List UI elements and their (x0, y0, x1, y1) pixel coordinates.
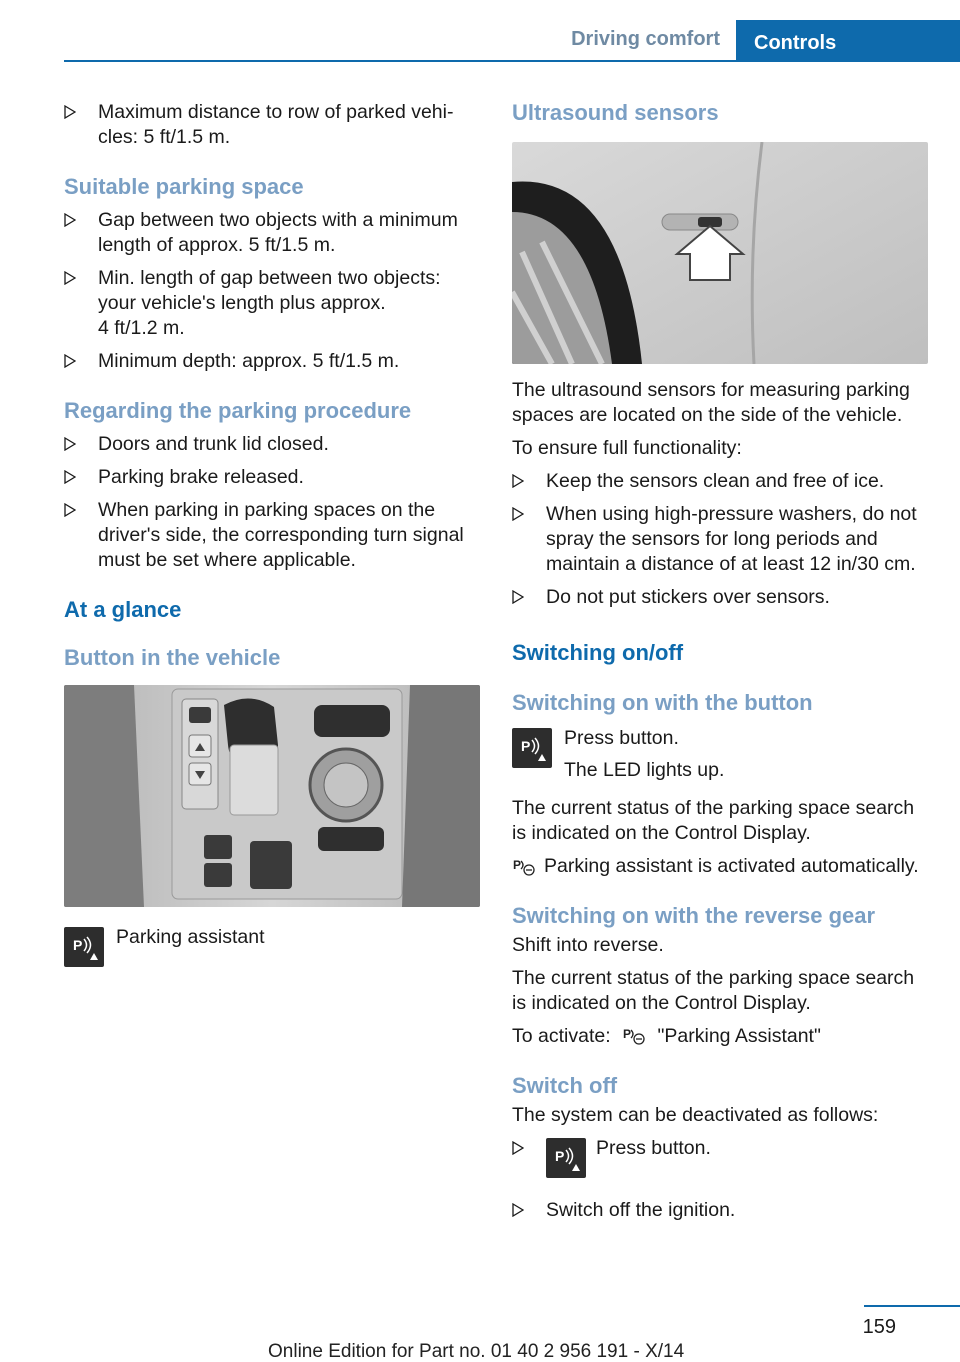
button-on-heading: Switching on with the button (512, 690, 813, 715)
procedure-heading: Regarding the parking procedure (64, 398, 412, 423)
right-column (512, 100, 928, 1231)
sensors-text: The ultrasound sensors for measuring parking spaces are located on the side of the vehicle. (512, 379, 910, 426)
caption-text: Parking assistant (116, 926, 265, 948)
press-button-row (512, 726, 928, 790)
left-column (64, 100, 480, 985)
activate-value: "Parking Assistant" (657, 1025, 821, 1047)
list-item (64, 349, 480, 374)
ensure-text: To ensure full functionality: (512, 437, 742, 459)
page-header (64, 0, 960, 62)
list-item (64, 432, 480, 457)
bullet-triangle-icon (64, 271, 76, 285)
parking-assistant-button-icon (64, 927, 104, 967)
svg-text:P: P (623, 1027, 632, 1041)
activate-label: To activate: (512, 1025, 611, 1047)
list-item (64, 498, 480, 573)
reverse-status-text: The current status of the parking space search is indicated on the Control Display. (512, 967, 915, 1014)
caption-row (64, 925, 480, 985)
bullet-triangle-icon (512, 1141, 524, 1155)
list-item-text: Press button. (596, 1137, 711, 1159)
bullet-triangle-icon (64, 503, 76, 517)
list-item (64, 266, 480, 341)
header-section: Driving comfort (571, 28, 720, 50)
list-item (64, 208, 480, 258)
list-item (512, 469, 928, 494)
list-item-text: Parking brake released. (98, 466, 304, 488)
glance-heading: At a glance (64, 597, 182, 622)
press-button-text: Press button. (564, 727, 679, 749)
page-number: 159 (862, 1316, 896, 1338)
bullet-triangle-icon (512, 507, 524, 521)
switch-off-heading: Switch off (512, 1073, 618, 1098)
activate-row (512, 1024, 928, 1049)
bullet-triangle-icon (64, 437, 76, 451)
parking-assistant-button-icon (546, 1138, 586, 1178)
svg-text:P: P (555, 1148, 565, 1164)
bullet-triangle-icon (64, 105, 76, 119)
led-text: The LED lights up. (564, 759, 725, 781)
switch-off-intro: The system can be deactivated as follows: (512, 1104, 879, 1126)
list-item-text: When parking in parking spaces on the driver's side, the corresponding turn signal must be set where applicable. (98, 499, 464, 571)
svg-text:P: P (521, 738, 531, 754)
list-item (512, 1198, 928, 1223)
bullet-triangle-icon (512, 474, 524, 488)
sensor-photo (512, 142, 928, 364)
bullet-triangle-icon (64, 213, 76, 227)
parking-assistant-symbol-icon (512, 855, 536, 877)
parking-assistant-button-icon (512, 728, 552, 768)
list-item (512, 1136, 928, 1190)
list-item-text: Gap between two objects with a minimum length of approx. 5 ft/1.5 m. (98, 209, 458, 256)
list-item (512, 502, 928, 577)
list-item-text: Doors and trunk lid closed. (98, 433, 329, 455)
auto-activate-text: Parking assistant is activated automatically. (544, 855, 919, 877)
list-item-text: Minimum depth: approx. 5 ft/1.5 m. (98, 350, 400, 372)
list-item (512, 585, 928, 610)
status-text: The current status of the parking space search is indicated on the Control Display. (512, 797, 915, 844)
shift-text: Shift into reverse. (512, 934, 664, 956)
switch-heading: Switching on/off (512, 640, 684, 665)
bullet-triangle-icon (512, 1203, 524, 1217)
header-rule (64, 60, 960, 62)
svg-text:P: P (73, 937, 83, 953)
header-tab: Controls (736, 20, 960, 62)
list-item (64, 465, 480, 490)
center-console-photo (64, 685, 480, 907)
edition-text: Online Edition for Part no. 01 40 2 956 191 - X/14 (268, 1341, 685, 1362)
bullet-triangle-icon (64, 470, 76, 484)
button-heading: Button in the vehicle (64, 645, 281, 670)
list-item (64, 100, 480, 150)
list-item-text: Min. length of gap between two objects: your vehicle's length plus approx. 4 ft/1.2 m. (98, 267, 441, 339)
list-item-text: Do not put stickers over sensors. (546, 586, 830, 608)
list-item-text: When using high-pressure washers, do not spray the sensors for long periods and maintain a distance of at least 12 in/30 cm. (546, 503, 917, 575)
svg-text:P: P (513, 858, 522, 872)
reverse-heading: Switching on with the reverse gear (512, 903, 876, 928)
bullet-triangle-icon (512, 590, 524, 604)
bullet-triangle-icon (64, 354, 76, 368)
list-item-text: Maximum distance to row of parked vehi- cles: 5 ft/1.5 m. (98, 101, 454, 148)
list-item-text: Switch off the ignition. (546, 1199, 736, 1221)
parking-assistant-symbol-icon (622, 1024, 646, 1046)
footer-rule (864, 1305, 960, 1307)
sensors-heading: Ultrasound sensors (512, 100, 719, 125)
auto-activate-row (512, 854, 928, 879)
suitable-heading: Suitable parking space (64, 174, 304, 199)
list-item-text: Keep the sensors clean and free of ice. (546, 470, 885, 492)
